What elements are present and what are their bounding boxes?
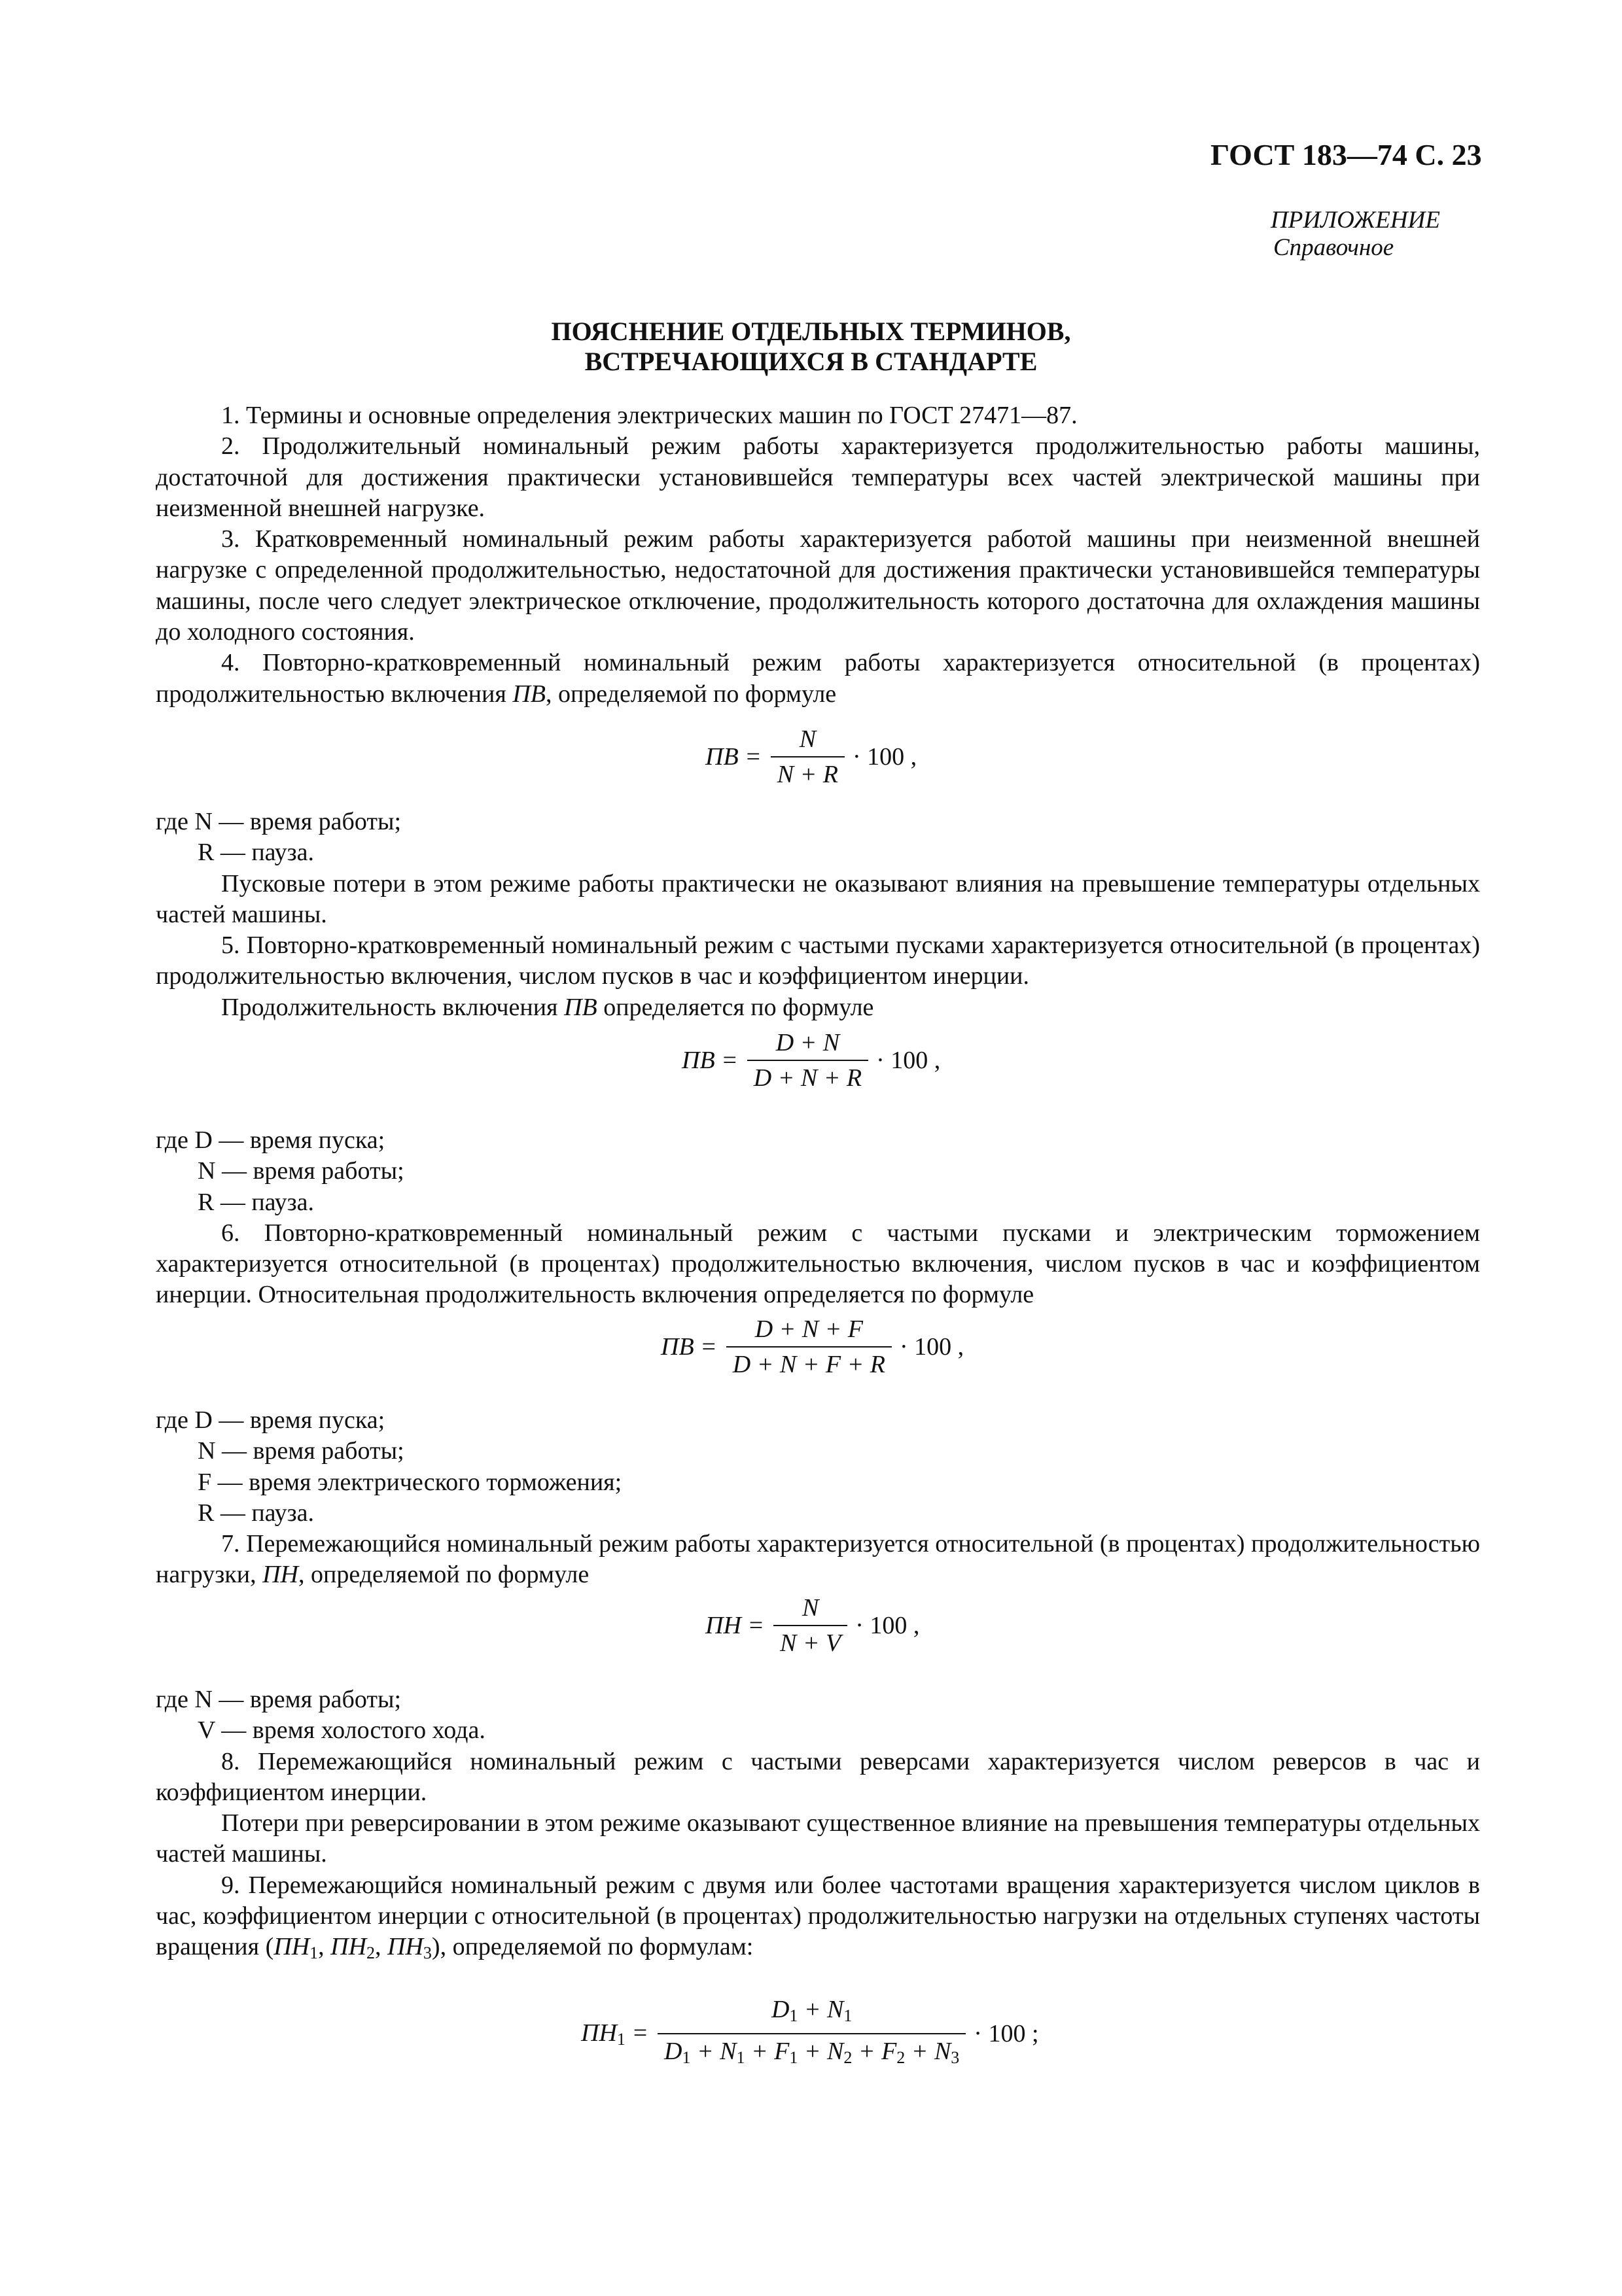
item-4: 4. Повторно-кратковременный номинальный режим работы характеризуется относительной (в процентах) продолжительностью включения ПВ, определяемой по формуле [156,649,1480,708]
where-4-1: где N — время работы; [156,808,402,835]
text-block-e [156,1684,1480,1969]
where-6-3: F — время электрического торможения; [198,1468,622,1496]
item-8: 8. Перемежающийся номинальный режим с частыми реверсами характеризуется числом реверсов в час и коэффициентом инерции. [156,1747,1480,1806]
text-block-c [156,1125,1480,1311]
page-header: ГОСТ 183—74 С. 23 [1210,138,1482,171]
item-6: 6. Повторно-кратковременный номинальный режим с частыми пусками и электрическим торможением характеризуется относительной (в процентах) продолжительностью включения, числом пусков в час и коэффициентом инерции. Относительная продолжительность включения определяется по формуле [156,1219,1480,1309]
item-1: 1. Термины и основные определения электрических машин по ГОСТ 27471—87. [221,402,1078,429]
where-6-2: N — время работы; [198,1437,404,1465]
where-6-4: R — пауза. [198,1499,314,1527]
title-line-2: ВСТРЕЧАЮЩИХСЯ В СТАНДАРТЕ [584,347,1038,376]
where-6-1: где D — время пуска; [156,1406,385,1434]
text-block-a [156,400,1480,710]
text-block-b [156,807,1480,1023]
text-block-d [156,1405,1480,1591]
item-9: 9. Перемежающийся номинальный режим с двумя или более частотами вращения характеризуется числом циклов в час, коэффициентом инерции с относительной (в процентах) продолжительностью нагрузки на отдельных ступенях частоты вращения ($ПН_1$, $ПН_2$, $ПН_3$), определяемой по формулам: [156,1871,1480,1963]
formula-pv-1: ПВ = $\frac{N}{N + R}$ · 100 , [705,725,917,788]
where-5-3: R — пауза. [198,1188,314,1216]
item-8-note: Потери при реверсировании в этом режиме оказывают существенное влияние на превышения температуры отдельных частей машины. [156,1809,1480,1868]
where-7-2: V — время холостого хода. [198,1716,485,1745]
item-3: 3. Кратковременный номинальный режим работы характеризуется работой машины при неизменной внешней нагрузке с определенной продолжительностью, недостаточной для достижения практически установившейся температуры машины, после чего следует электрическое отключение, продолжительность которого достаточна для охлаждения машины до холодного состояния. [156,525,1480,646]
item-4-note: Пусковые потери в этом режиме работы практически не оказывают влияния на превышение температуры отдельных частей машины. [156,869,1480,928]
where-5-2: N — время работы; [198,1157,404,1185]
appendix-type: Справочное [1273,234,1394,261]
where-5-1: где D — время пуска; [156,1126,385,1154]
formula-pv-2: ПВ = $\frac{D + N}{D + N + R}$ · 100 , [682,1029,941,1092]
item-5-formula-intro: Продолжительность включения ПВ определяется по формуле [221,993,874,1021]
appendix-label: ПРИЛОЖЕНИЕ [1271,207,1440,234]
title-line-1: ПОЯСНЕНИЕ ОТДЕЛЬНЫХ ТЕРМИНОВ, [551,317,1071,346]
formula-pn-1: ПН = $\frac{N}{N + V}$ · 100 , [705,1594,920,1657]
item-7: 7. Перемежающийся номинальный режим работы характеризуется относительной (в процентах) продолжительностью нагрузки, ПН, определяемой по формуле [156,1530,1480,1589]
formula-pv-3: ПВ = $\frac{D + N + F}{D + N + F + R}$ · 100 , [661,1315,964,1378]
item-5: 5. Повторно-кратковременный номинальный режим с частыми пусками характеризуется относительной (в процентах) продолжительностью включения, числом пусков в час и коэффициентом инерции. [156,931,1480,990]
where-7-1: где N — время работы; [156,1686,402,1713]
where-4-2: R — пауза. [198,839,314,867]
item-2: 2. Продолжительный номинальный режим работы характеризуется продолжительностью работы машины, достаточной для достижения практически установившейся температуры всех частей электрической машины при неизменной внешней нагрузке. [156,432,1480,522]
formula-pn1: $ПН_1$ = $\frac{D_1 + N_1}{D_1 + N_1 + F_1 + N_2 + F_2 + N_3}$ · 100 ; [581,1995,1039,2072]
